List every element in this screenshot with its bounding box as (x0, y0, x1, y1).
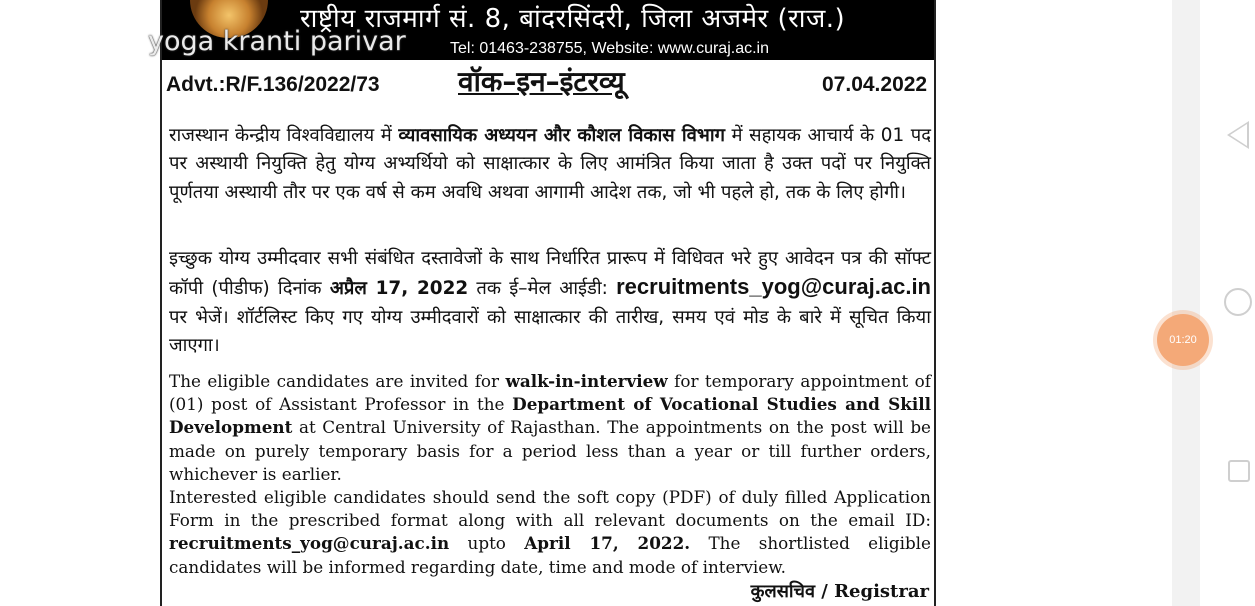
email-address[interactable]: recruitments_yog@curaj.ac.in (616, 274, 931, 300)
text-run: Interested eligible candidates should send the soft copy (PDF) of duly filled Application Form in the prescribed format along with all relevant documents on the email ID: (169, 487, 931, 531)
english-paragraph-2 (169, 486, 931, 579)
notice-heading: वॉक–इन–इंटरव्यू (458, 65, 625, 98)
deadline-date: April 17, 2022. (524, 533, 691, 554)
text-run: The shortlisted eligible candidates will be informed regarding date, time and mode of interview. (169, 533, 931, 577)
hindi-paragraph-2 (169, 245, 931, 360)
recording-timer[interactable]: 01:20 (1157, 314, 1209, 366)
english-paragraph-1 (169, 370, 931, 486)
text-run: for temporary appointment of (01) post of Assistant Professor in the (169, 371, 931, 415)
letterhead-address: राष्ट्रीय राजमार्ग सं. 8, बांदरसिंदरी, जिला अजमेर (राज.) (300, 4, 846, 34)
deadline-hindi: अप्रैल 17, 2022 (329, 278, 469, 300)
text-run: राजस्थान केन्द्रीय विश्वविद्यालय में (169, 125, 399, 146)
text-run: तक ई–मेल आईडी: (468, 278, 617, 300)
text-run: इच्छुक योग्य उम्मीदवार सभी संबंधित दस्तावेजों के साथ निर्धारित प्रारूप में विधिवत भरे हुए आवेदन पत्र की सॉफ्ट कॉपी (पीडीफ) दिनांक (169, 248, 931, 300)
hindi-paragraph-1 (169, 122, 931, 207)
home-circle-icon[interactable] (1224, 288, 1252, 316)
text-run: में सहायक आचार्य के 01 पद पर अस्थायी नियुक्ति हेतु योग्य अभ्यर्थियो को साक्षात्कार के लिए आमंत्रित किया जाता है उक्त पदों पर नियुक्ति पूर्णतया अस्थायी तौर पर एक वर्ष से कम अवधि अथवा आगामी आदेश तक, जो भी पहले हो, तक के लिए होगी। (169, 125, 931, 203)
advertisement-number: Advt.:R/F.136/2022/73 (166, 73, 380, 96)
text-run: at Central University of Rajasthan. The appointments on the post will be made on purely temporary basis for a period less than a year or till further orders, whichever is earlier. (169, 417, 931, 484)
watermark-text: yoga kranti parivar (148, 26, 406, 57)
scroll-strip[interactable] (1172, 0, 1200, 606)
walk-in-interview-text: walk-in-interview (505, 371, 668, 391)
email-address[interactable]: recruitments_yog@curaj.ac.in (169, 533, 450, 554)
text-run: पर भेजें। शॉर्टलिस्ट किए गए योग्य उम्मीदवारों को साक्षात्कार की तारीख, समय एवं मोड के बारे में सूचित किया जाएगा। (169, 306, 931, 356)
department-name: Department of Vocational Studies and Skill Development (169, 394, 932, 438)
notice-date: 07.04.2022 (822, 73, 928, 96)
department-name-hindi: व्यावसायिक अध्ययन और कौशल विकास विभाग (398, 125, 725, 146)
signatory: कुलसचिव / Registrar (750, 581, 929, 602)
recent-square-icon[interactable] (1228, 460, 1250, 482)
text-run: The eligible candidates are invited for (169, 371, 506, 391)
letterhead-contact: Tel: 01463-238755, Website: www.curaj.ac.in (450, 40, 769, 57)
text-run: upto (449, 533, 525, 554)
back-triangle-icon[interactable] (1227, 121, 1249, 149)
